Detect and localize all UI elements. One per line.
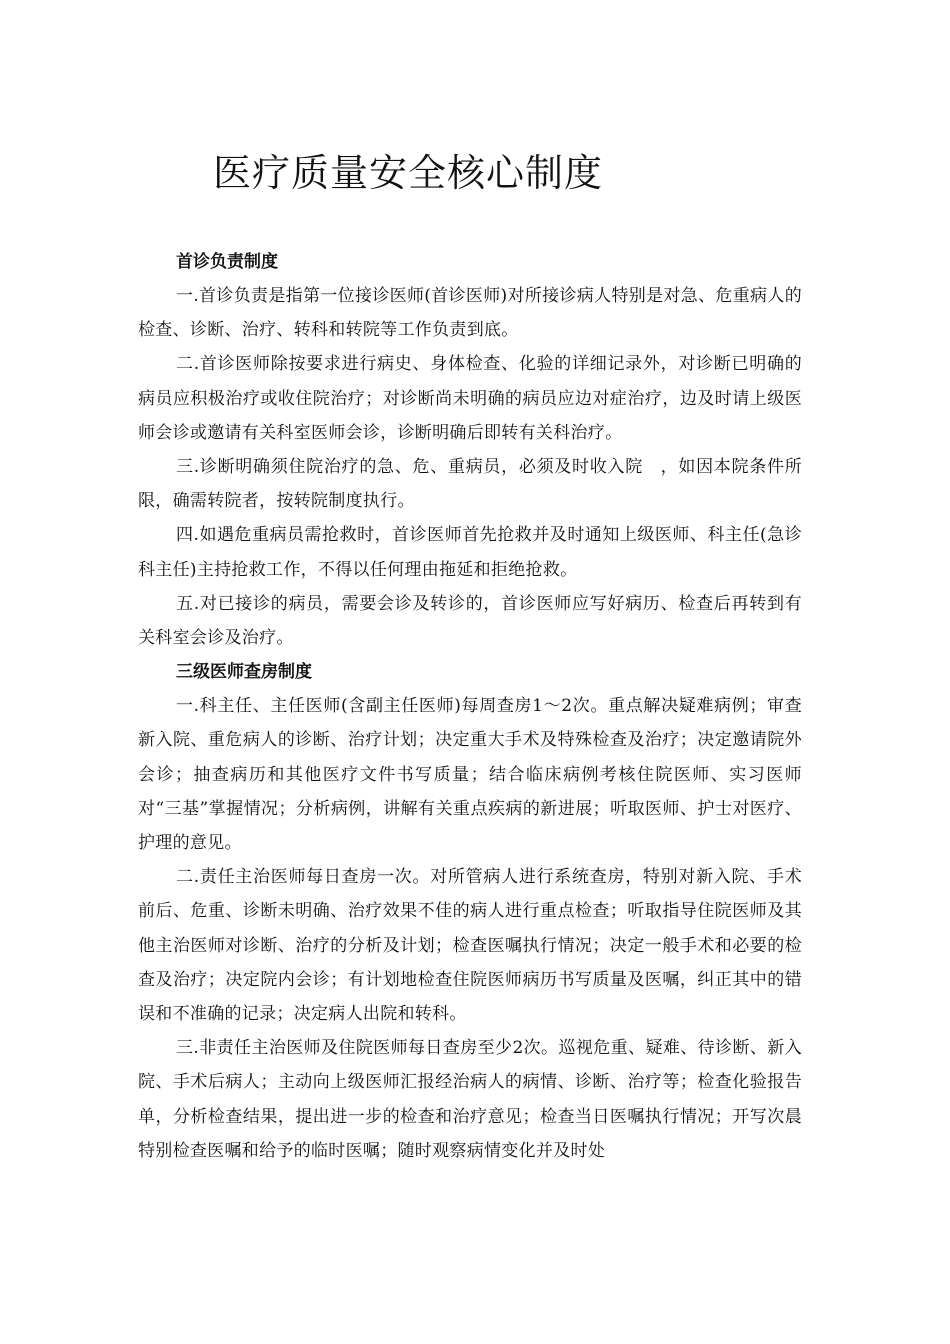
section-first-visit-responsibility [138, 245, 802, 655]
paragraph: 三.诊断明确须住院治疗的急、危、重病员，必须及时收入院 ，如因本院条件所限，确需转院者，按转院制度执行。 [138, 457, 802, 512]
document-title: 医疗质量安全核心制度 [213, 151, 604, 195]
section-heading: 首诊负责制度 [176, 252, 278, 272]
paragraph: 二.责任主治医师每日查房一次。对所管病人进行系统查房，特别对新入院、手术前后、危重、诊断未明确、治疗效果不佳的病人进行重点检查；听取指导住院医师及其他主治医师对诊断、治疗的分析及计划；检查医嘱执行情况；决定一般手术和必要的检查及治疗；决定院内会诊；有计划地检查住院医师病历书写质量及医嘱，纠正其中的错误和不准确的记录；决定病人出院和转科。 [138, 867, 802, 1025]
paragraph: 一.科主任、主任医师(含副主任医师)每周查房1～2次。重点解决疑难病例；审查新入院、重危病人的诊断、治疗计划；决定重大手术及特殊检查及治疗；决定邀请院外会诊；抽查病历和其他医疗文件书写质量；结合临床病例考核住院医师、实习医师对“三基”掌握情况；分析病例，讲解有关重点疾病的新进展；听取医师、护士对医疗、护理的意见。 [138, 696, 802, 854]
paragraph: 二.首诊医师除按要求进行病史、身体检查、化验的详细记录外，对诊断已明确的病员应积极治疗或收住院治疗；对诊断尚未明确的病员应边对症治疗，边及时请上级医师会诊或邀请有关科室医师会诊，诊断明确后即转有关科治疗。 [138, 354, 802, 443]
section-heading: 三级医师查房制度 [176, 662, 312, 683]
paragraph: 四.如遇危重病员需抢救时，首诊医师首先抢救并及时通知上级医师、科主任(急诊科主任)主持抢救工作，不得以任何理由拖延和拒绝抢救。 [138, 525, 802, 580]
section-three-level-ward-rounds [138, 655, 802, 1168]
document-body [138, 245, 802, 1168]
paragraph: 一.首诊负责是指第一位接诊医师(首诊医师)对所接诊病人特别是对急、危重病人的检查、诊断、治疗、转科和转院等工作负责到底。 [138, 286, 802, 341]
paragraph: 三.非责任主治医师及住院医师每日查房至少2次。巡视危重、疑难、待诊断、新入院、手术后病人；主动向上级医师汇报经治病人的病情、诊断、治疗等；检查化验报告单，分析检查结果，提出进一步的检查和治疗意见；检查当日医嘱执行情况；开写次晨特别检查医嘱和给予的临时医嘱；随时观察病情变化并及时处 [138, 1038, 802, 1161]
paragraph: 五.对已接诊的病员，需要会诊及转诊的，首诊医师应写好病历、检查后再转到有关科室会诊及治疗。 [138, 593, 802, 649]
